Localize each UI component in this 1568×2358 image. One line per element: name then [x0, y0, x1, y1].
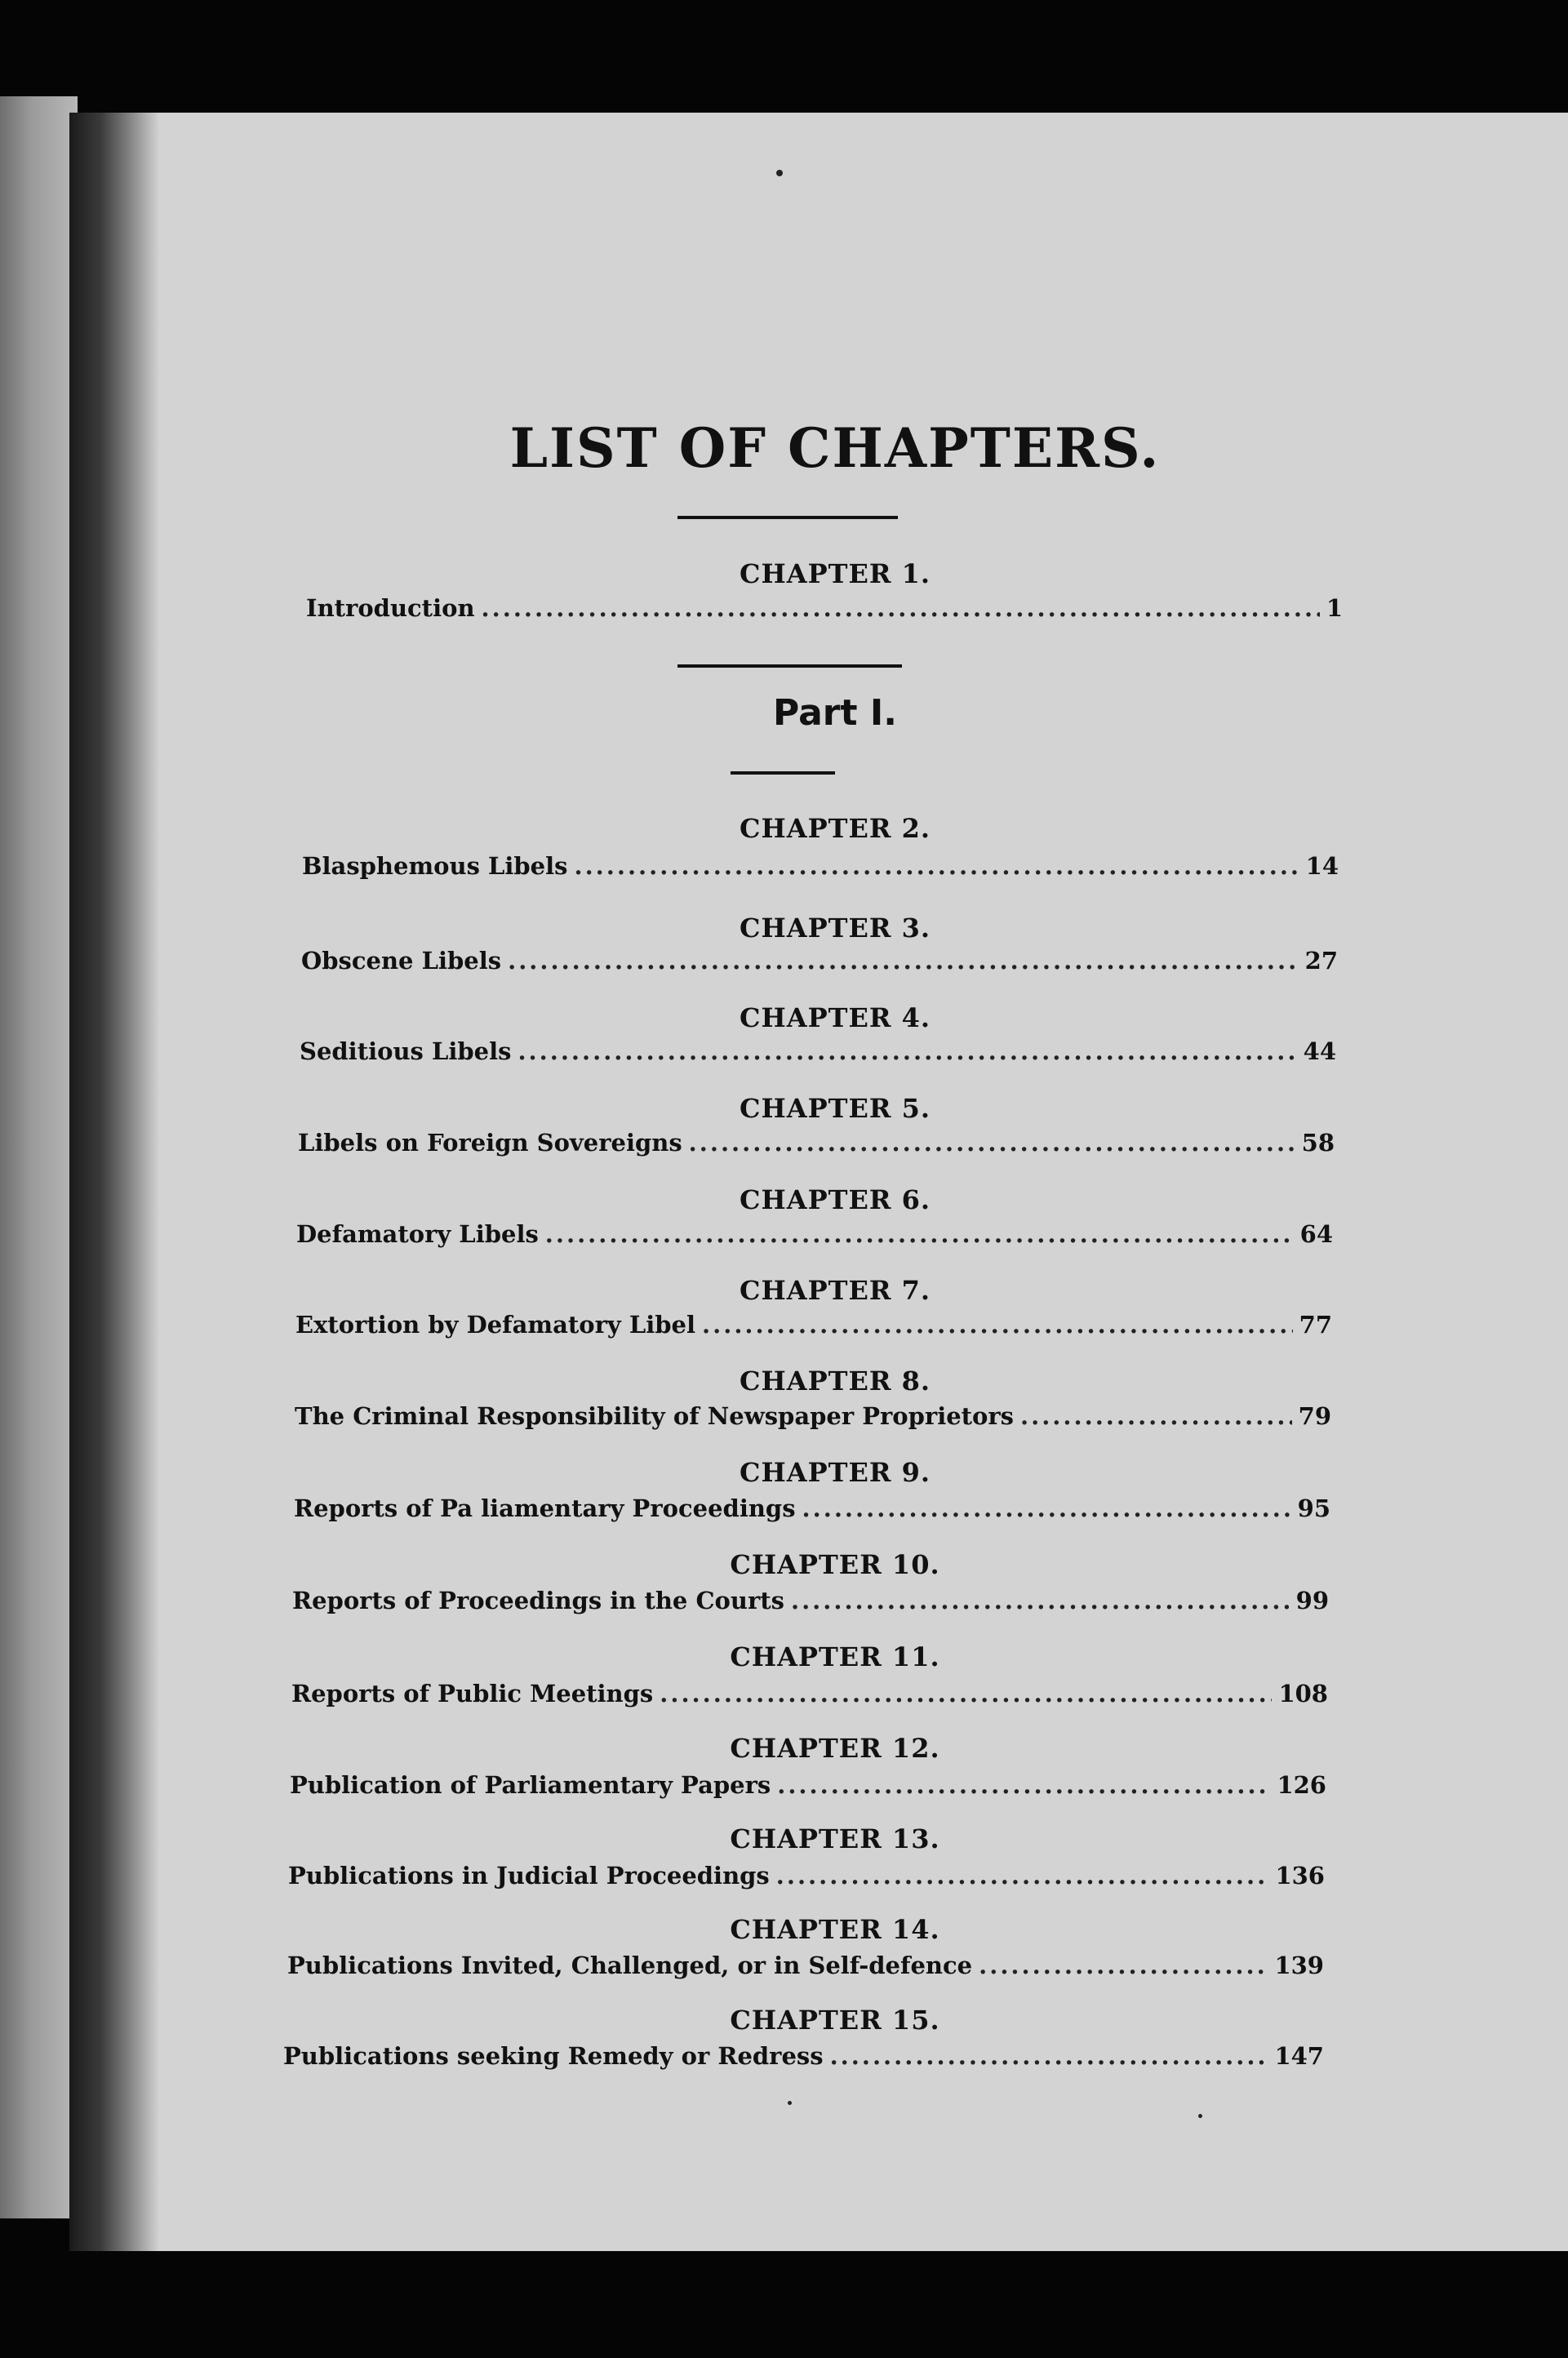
page-number: 79: [1298, 1402, 1331, 1430]
chapter-title: Reports of Proceedings in the Courts: [292, 1587, 784, 1614]
part-title: Part I.: [773, 692, 897, 734]
chapter-entry: [298, 1129, 1335, 1157]
dot-leader: [776, 1862, 1269, 1890]
chapter-heading: CHAPTER 4.: [740, 1002, 931, 1033]
page-title: LIST OF CHAPTERS.: [509, 416, 1161, 480]
chapter-heading: CHAPTER 2.: [740, 813, 931, 844]
dot-leader: [517, 1037, 1296, 1065]
dot-leader: [1020, 1402, 1292, 1430]
chapter-entry: [294, 1494, 1330, 1522]
chapter-entry: [296, 1220, 1333, 1248]
chapter-heading: CHAPTER 1.: [740, 558, 931, 589]
page-number: 44: [1303, 1037, 1336, 1065]
chapter-title: Publications seeking Remedy or Redress: [283, 2042, 824, 2070]
chapter-heading: CHAPTER 13.: [730, 1823, 940, 1854]
chapter-title: Publication of Parliamentary Papers: [290, 1771, 771, 1799]
page-number: 14: [1305, 852, 1339, 880]
chapter-title: Reports of Pa liamentary Proceedings: [294, 1494, 796, 1522]
chapter-heading: CHAPTER 12.: [730, 1733, 940, 1764]
chapter-entry: [300, 1037, 1336, 1065]
dot-leader: [508, 947, 1299, 975]
chapter-title: Defamatory Libels: [296, 1220, 539, 1248]
part-rule: [731, 771, 835, 775]
chapter-title: Extortion by Defamatory Libel: [295, 1311, 696, 1339]
dot-leader: [545, 1220, 1294, 1248]
chapter-heading: CHAPTER 14.: [730, 1914, 940, 1945]
chapter-title: Publications Invited, Challenged, or in Self-defence: [287, 1952, 973, 1979]
chapter-title: Seditious Libels: [300, 1037, 512, 1065]
chapter-title: Reports of Public Meetings: [291, 1680, 654, 1707]
ink-speck: [788, 2101, 792, 2105]
page-number: 136: [1275, 1862, 1325, 1890]
chapter-entry: [301, 947, 1338, 975]
chapter-entry: [291, 1680, 1328, 1707]
chapter-heading: CHAPTER 7.: [740, 1275, 931, 1306]
chapter-heading: CHAPTER 9.: [740, 1457, 931, 1488]
chapter-entry: [302, 852, 1339, 880]
dot-leader: [482, 594, 1320, 622]
page-number: 108: [1278, 1680, 1328, 1707]
document-page: [69, 113, 1568, 2251]
page-number: 139: [1274, 1952, 1324, 1979]
chapter-heading: CHAPTER 8.: [740, 1366, 931, 1397]
page-number: 147: [1274, 2042, 1324, 2070]
ink-speck: [776, 170, 783, 176]
ink-speck: [1198, 2114, 1202, 2118]
dot-leader: [979, 1952, 1268, 1979]
dot-leader: [689, 1129, 1295, 1157]
chapter-heading: CHAPTER 10.: [730, 1549, 940, 1580]
chapter-heading: CHAPTER 6.: [740, 1184, 931, 1215]
dot-leader: [660, 1680, 1272, 1707]
section-rule: [677, 664, 902, 668]
dot-leader: [791, 1587, 1290, 1614]
dot-leader: [574, 852, 1299, 880]
chapter-title: Publications in Judicial Proceedings: [288, 1862, 770, 1890]
chapter-entry: [290, 1771, 1326, 1799]
page-number: 1: [1326, 594, 1343, 622]
chapter-heading: CHAPTER 11.: [730, 1641, 940, 1672]
chapter-title: Obscene Libels: [301, 947, 502, 975]
chapter-entry: [306, 594, 1343, 622]
chapter-entry: [288, 1862, 1325, 1890]
page-number: 95: [1297, 1494, 1330, 1522]
chapter-title: The Criminal Responsibility of Newspaper Proprietors: [295, 1402, 1015, 1430]
page-number: 58: [1301, 1129, 1335, 1157]
page-number: 27: [1304, 947, 1338, 975]
chapter-entry: [295, 1402, 1331, 1430]
chapter-title: Introduction: [306, 594, 475, 622]
page-number: 64: [1299, 1220, 1333, 1248]
chapter-title: Libels on Foreign Sovereigns: [298, 1129, 682, 1157]
title-rule: [677, 516, 898, 519]
chapter-entry: [287, 1952, 1324, 1979]
page-number: 99: [1295, 1587, 1329, 1614]
dot-leader: [702, 1311, 1293, 1339]
facing-page-edge: [0, 96, 78, 2218]
chapter-entry: [283, 2042, 1324, 2070]
chapter-entry: [292, 1587, 1329, 1614]
dot-leader: [777, 1771, 1270, 1799]
dot-leader: [802, 1494, 1291, 1522]
page-number: 126: [1277, 1771, 1326, 1799]
chapter-entry: [295, 1311, 1332, 1339]
chapter-title: Blasphemous Libels: [302, 852, 568, 880]
chapter-heading: CHAPTER 3.: [740, 913, 931, 944]
page-number: 77: [1299, 1311, 1332, 1339]
chapter-heading: CHAPTER 15.: [730, 2005, 940, 2036]
chapter-heading: CHAPTER 5.: [740, 1093, 931, 1124]
dot-leader: [830, 2042, 1268, 2070]
